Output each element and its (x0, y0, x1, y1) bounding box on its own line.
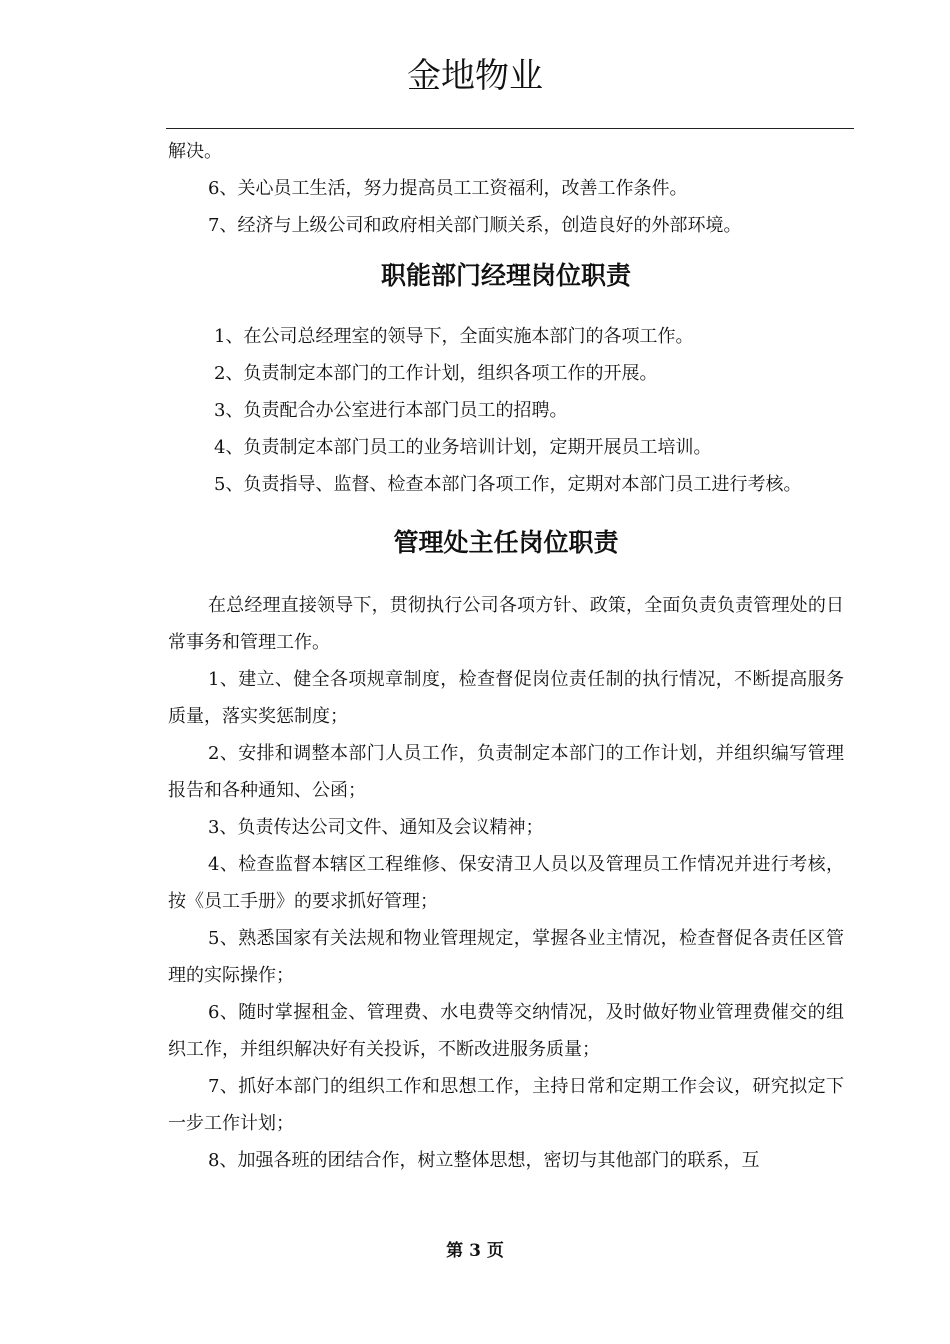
director-duty-item: 3、负责传达公司文件、通知及会议精神； (208, 817, 544, 838)
director-duty-item: 7、抓好本部门的组织工作和思想工作，主持日常和定期工作会议，研究拟定下一步工作计划； (168, 1076, 844, 1134)
director-duty-item: 1、建立、健全各项规章制度，检查督促岗位责任制的执行情况，不断提高服务质量，落实奖惩制度； (168, 669, 844, 727)
manager-duty-item: 1、在公司总经理室的领导下，全面实施本部门的各项工作。 (214, 326, 694, 347)
section-heading-manager: 职能部门经理岗位职责 (380, 261, 631, 290)
continuation-line: 解决。 (168, 141, 222, 162)
page-number-suffix: 页 (486, 1241, 504, 1261)
director-duty-item: 2、安排和调整本部门人员工作，负责制定本部门的工作计划，并组织编写管理报告和各种通知、公函； (168, 743, 844, 801)
director-duty-item: 4、检查监督本辖区工程维修、保安清卫人员以及管理员工作情况并进行考核，按《员工手册》的要求抓好管理； (168, 854, 844, 912)
manager-duty-item: 5、负责指导、监督、检查本部门各项工作，定期对本部门员工进行考核。 (214, 474, 802, 495)
document-body (168, 133, 844, 1179)
manager-duty-item: 4、负责制定本部门员工的业务培训计划，定期开展员工培训。 (214, 437, 712, 458)
manager-duty-item: 2、负责制定本部门的工作计划，组织各项工作的开展。 (214, 363, 658, 384)
continuation-item: 6、关心员工生活，努力提高员工工资福利，改善工作条件。 (208, 178, 688, 199)
manager-duty-item: 3、负责配合办公室进行本部门员工的招聘。 (214, 400, 568, 421)
continuation-item: 7、经济与上级公司和政府相关部门顺关系，创造良好的外部环境。 (208, 215, 742, 236)
page-number-prefix: 第 (446, 1241, 464, 1261)
director-duty-item: 6、随时掌握租金、管理费、水电费等交纳情况，及时做好物业管理费催交的组织工作，并组织解决好有关投诉，不断改进服务质量； (168, 1002, 844, 1060)
section-heading-director: 管理处主任岗位职责 (393, 528, 619, 557)
page-header-title: 金地物业 (407, 56, 543, 96)
header-divider (166, 128, 854, 129)
page-number-footer (0, 1236, 950, 1261)
director-duty-item: 5、熟悉国家有关法规和物业管理规定，掌握各业主情况，检查督促各责任区管理的实际操作； (168, 928, 844, 986)
director-duty-item: 8、加强各班的团结合作，树立整体思想，密切与其他部门的联系，互 (208, 1150, 760, 1171)
page-number: 3 (469, 1241, 481, 1261)
director-intro: 在总经理直接领导下，贯彻执行公司各项方针、政策，全面负责负责管理处的日常事务和管理工作。 (168, 595, 844, 653)
